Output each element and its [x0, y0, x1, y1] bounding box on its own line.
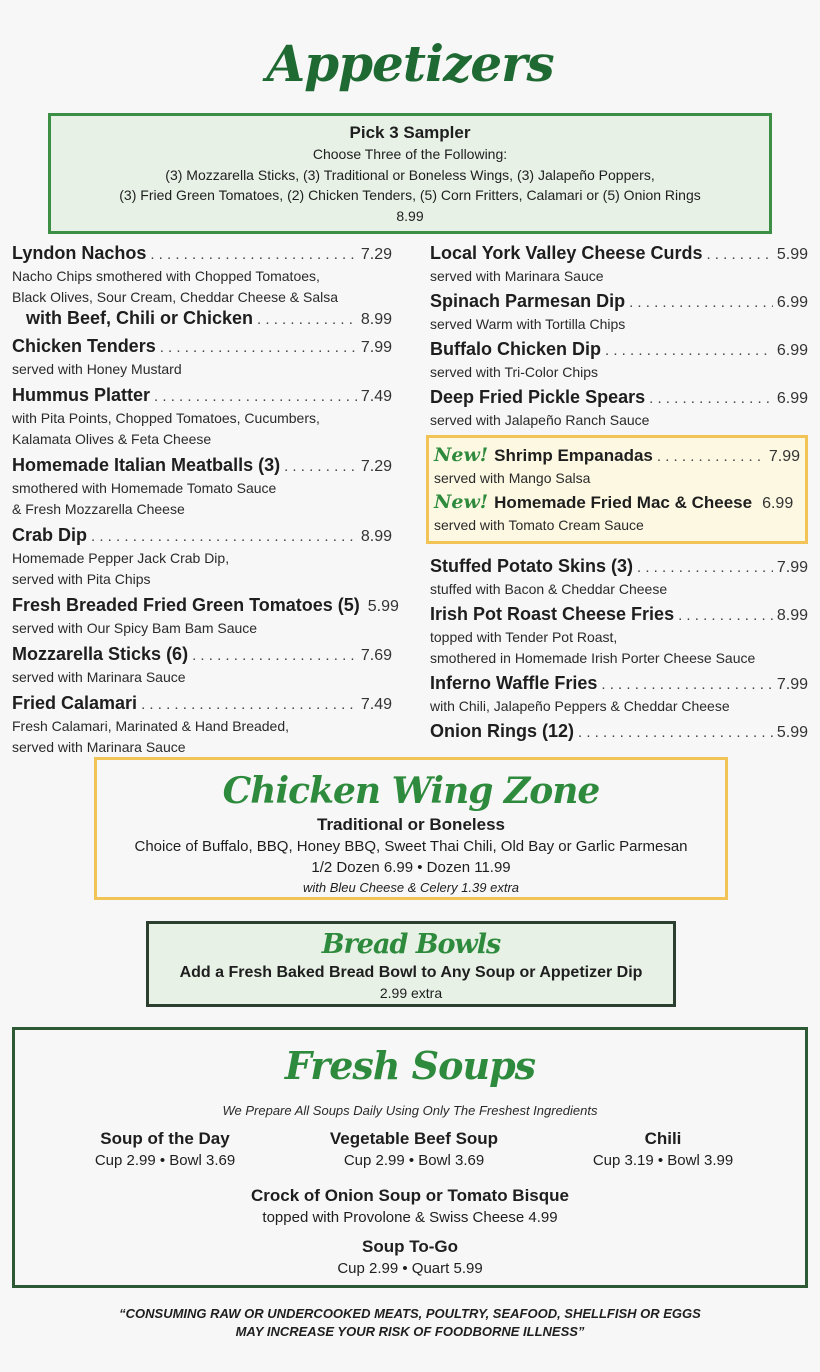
item-desc: topped with Tender Pot Roast,: [430, 629, 618, 645]
item-name: Stuffed Potato Skins (3): [430, 556, 634, 576]
sampler-title: Pick 3 Sampler: [349, 123, 471, 142]
item-price: 7.49: [360, 696, 392, 713]
menu-item: [12, 594, 399, 639]
item-price: 7.29: [360, 246, 392, 263]
soup-item: [45, 1128, 285, 1171]
item-price: 6.99: [762, 495, 794, 512]
right-menu-column-top: [430, 242, 808, 431]
menu-item: [12, 454, 392, 520]
page-title: Appetizers: [266, 34, 554, 93]
sampler-line: Choose Three of the Following:: [312, 146, 508, 162]
soups-tagline: We Prepare All Soups Daily Using Only The Freshest Ingredients: [222, 1103, 598, 1118]
menu-item: [430, 555, 808, 600]
bread-bowls-box: [146, 921, 676, 1007]
item-option: with Beef, Chili or Chicken: [26, 308, 254, 328]
item-price: 7.99: [768, 448, 800, 465]
menu-item: [430, 290, 808, 335]
item-name: Homemade Fried Mac & Cheese: [494, 493, 753, 512]
item-price: 8.99: [360, 311, 392, 328]
item-desc: served Warm with Tortilla Chips: [430, 316, 626, 332]
item-desc: served with Jalapeño Ranch Sauce: [430, 412, 650, 428]
soup-item: [15, 1185, 805, 1228]
item-desc: served with Marinara Sauce: [430, 268, 604, 284]
item-name: Lyndon Nachos: [12, 243, 147, 263]
item-desc: served with Pita Chips: [12, 571, 151, 587]
soup-name: Vegetable Beef Soup: [329, 1129, 499, 1148]
item-name: Buffalo Chicken Dip: [430, 339, 602, 359]
menu-item: [12, 692, 392, 758]
menu-item: [430, 720, 808, 744]
item-desc: served with Our Spicy Bam Bam Sauce: [12, 620, 258, 636]
item-price: 5.99: [776, 246, 808, 263]
menu-item: [430, 338, 808, 383]
item-name: Homemade Italian Meatballs (3): [12, 455, 281, 475]
disclaimer-line: “CONSUMING RAW OR UNDERCOOKED MEATS, POULTRY, SEAFOOD, SHELLFISH OR EGGS: [119, 1306, 701, 1321]
new-badge: New!: [434, 491, 489, 513]
item-price: 6.99: [776, 294, 808, 311]
item-desc: served with Tri-Color Chips: [430, 364, 599, 380]
soup-name: Soup To-Go: [362, 1237, 458, 1256]
item-price: 7.49: [360, 388, 392, 405]
item-price: 7.99: [360, 339, 392, 356]
item-desc: Kalamata Olives & Feta Cheese: [12, 431, 212, 447]
item-price: 6.99: [776, 390, 808, 407]
item-desc: Black Olives, Sour Cream, Cheddar Cheese & Salsa: [12, 289, 339, 305]
menu-item: [430, 603, 808, 669]
item-desc: smothered in Homemade Irish Porter Cheese Sauce: [430, 650, 756, 666]
item-price: 8.99: [360, 528, 392, 545]
item-price: 7.29: [360, 458, 392, 475]
menu-item: [12, 242, 392, 331]
item-desc: served with Tomato Cream Sauce: [434, 517, 644, 533]
item-name: Irish Pot Roast Cheese Fries: [430, 604, 675, 624]
item-price: 8.99: [776, 607, 808, 624]
soup-item: [15, 1236, 805, 1279]
item-desc: with Chili, Jalapeño Peppers & Cheddar Cheese: [430, 698, 730, 714]
item-desc: served with Marinara Sauce: [12, 739, 186, 755]
item-desc: smothered with Homemade Tomato Sauce: [12, 480, 277, 496]
soup-name: Soup of the Day: [100, 1129, 230, 1148]
menu-item: [12, 384, 392, 450]
bread-bowls-title: Bread Bowls: [321, 929, 501, 960]
item-name: Hummus Platter: [12, 385, 151, 405]
wing-subtitle: Traditional or Boneless: [317, 815, 505, 834]
wing-zone-title: Chicken Wing Zone: [222, 770, 600, 812]
sampler-line: (3) Fried Green Tomatoes, (2) Chicken Tenders, (5) Corn Fritters, Calamari or (5) Onion Rings: [119, 187, 701, 203]
item-name: Chicken Tenders: [12, 336, 156, 356]
new-items-box: [426, 435, 808, 544]
item-desc: Fresh Calamari, Marinated & Hand Breaded,: [12, 718, 290, 734]
item-price: 7.69: [360, 647, 392, 664]
item-name: Spinach Parmesan Dip: [430, 291, 626, 311]
item-desc: Nacho Chips smothered with Chopped Tomatoes,: [12, 268, 320, 284]
soup-name: Crock of Onion Soup or Tomato Bisque: [251, 1186, 569, 1205]
soup-price: Cup 2.99 • Bowl 3.69: [343, 1152, 485, 1169]
menu-item: [430, 672, 808, 717]
item-name: Crab Dip: [12, 525, 88, 545]
soup-price: Cup 2.99 • Quart 5.99: [337, 1260, 483, 1277]
item-price: 5.99: [776, 724, 808, 741]
left-menu-column: [12, 242, 399, 758]
item-desc: served with Marinara Sauce: [12, 669, 186, 685]
disclaimer-line: MAY INCREASE YOUR RISK OF FOODBORNE ILLNESS”: [235, 1324, 585, 1339]
soup-desc: topped with Provolone & Swiss Cheese 4.99: [262, 1209, 558, 1226]
new-badge: New!: [434, 444, 489, 466]
new-menu-item: [434, 444, 800, 489]
item-desc: Homemade Pepper Jack Crab Dip,: [12, 550, 230, 566]
item-name: Fried Calamari: [12, 693, 138, 713]
wing-choices: Choice of Buffalo, BBQ, Honey BBQ, Sweet Thai Chili, Old Bay or Garlic Parmesan: [134, 838, 688, 855]
soups-box: [12, 1027, 808, 1288]
item-name: Fresh Breaded Fried Green Tomatoes (5): [12, 595, 360, 615]
item-desc: served with Honey Mustard: [12, 361, 182, 377]
item-name: Local York Valley Cheese Curds: [430, 243, 703, 263]
item-price: 6.99: [776, 342, 808, 359]
item-name: Mozzarella Sticks (6): [12, 644, 189, 664]
item-desc: with Pita Points, Chopped Tomatoes, Cucumbers,: [12, 410, 320, 426]
soups-title: Fresh Soups: [284, 1043, 536, 1088]
item-price: 7.99: [776, 559, 808, 576]
wing-extra: with Bleu Cheese & Celery 1.39 extra: [302, 880, 520, 895]
new-menu-item: [434, 491, 800, 536]
item-price: 7.99: [776, 676, 808, 693]
item-desc: & Fresh Mozzarella Cheese: [12, 501, 185, 517]
item-price: 5.99: [367, 598, 399, 615]
food-safety-disclaimer: [0, 1305, 820, 1341]
soup-price: Cup 3.19 • Bowl 3.99: [592, 1152, 734, 1169]
bread-price: 2.99 extra: [379, 985, 443, 1001]
sampler-box: [48, 113, 772, 234]
menu-item: [12, 643, 392, 688]
wing-zone-box: [94, 757, 728, 900]
soup-item: [294, 1128, 534, 1171]
menu-item: [430, 242, 808, 287]
item-desc: served with Mango Salsa: [434, 470, 591, 486]
soup-columns: [15, 1128, 805, 1171]
menu-item: [12, 524, 392, 590]
wing-pricing: 1/2 Dozen 6.99 • Dozen 11.99: [311, 859, 511, 876]
item-name: Deep Fried Pickle Spears: [430, 387, 646, 407]
menu-item: [430, 386, 808, 431]
item-name: Shrimp Empanadas: [494, 446, 653, 465]
soup-item: [543, 1128, 783, 1171]
soup-price: Cup 2.99 • Bowl 3.69: [94, 1152, 236, 1169]
item-name: Onion Rings (12): [430, 721, 574, 741]
sampler-line: (3) Mozzarella Sticks, (3) Traditional or Boneless Wings, (3) Jalapeño Poppers,: [165, 166, 655, 183]
right-menu-column-bottom: [430, 555, 808, 744]
menu-item: [12, 335, 392, 380]
soup-name: Chili: [644, 1129, 682, 1148]
item-name: Inferno Waffle Fries: [430, 673, 598, 693]
bread-subtitle: Add a Fresh Baked Bread Bowl to Any Soup or Appetizer Dip: [179, 964, 643, 981]
item-desc: stuffed with Bacon & Cheddar Cheese: [430, 581, 668, 597]
sampler-price: 8.99: [396, 207, 424, 224]
